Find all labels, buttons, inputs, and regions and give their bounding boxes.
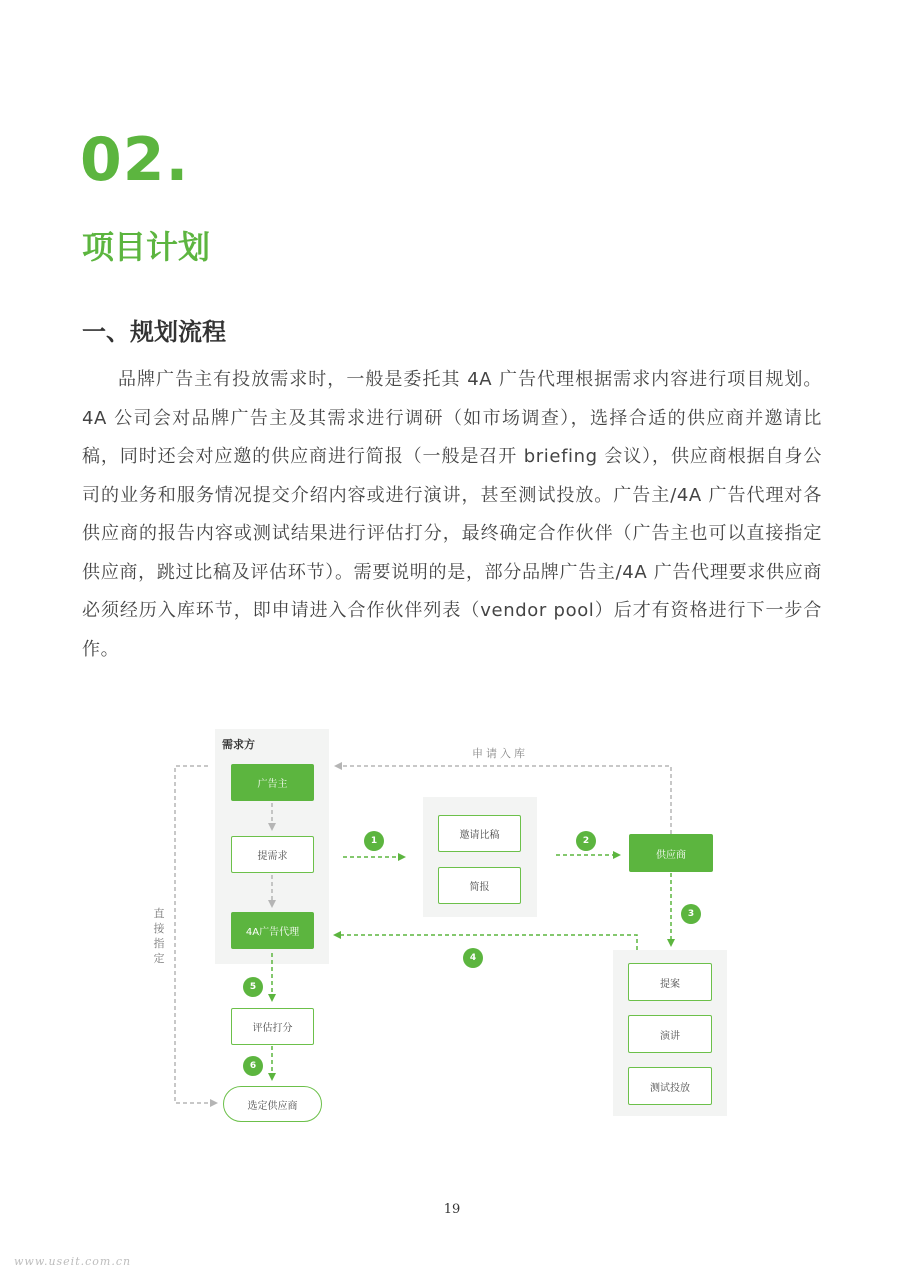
advertiser-box: 广告主 <box>231 764 314 801</box>
apply-pool-label: 申请入库 <box>472 747 528 760</box>
test-delivery-box: 测试投放 <box>628 1067 712 1105</box>
step-4-badge: 4 <box>463 948 483 968</box>
step-2-badge: 2 <box>576 831 596 851</box>
supplier-box: 供应商 <box>629 834 713 872</box>
step-1-badge: 1 <box>364 831 384 851</box>
select-supplier-box: 选定供应商 <box>223 1086 322 1122</box>
direct-designate-label: 直接指定 <box>153 907 165 965</box>
section-title: 一、规划流程 <box>82 318 226 346</box>
agency-box: 4A广告代理 <box>231 912 314 949</box>
step-3-badge: 3 <box>681 904 701 924</box>
invite-pitch-box: 邀请比稿 <box>438 815 521 852</box>
evaluate-box: 评估打分 <box>231 1008 314 1045</box>
chapter-number: 02. <box>80 125 190 195</box>
presentation-box: 演讲 <box>628 1015 712 1053</box>
chapter-title: 项目计划 <box>82 228 211 266</box>
page-number: 19 <box>443 1202 461 1217</box>
raise-demand-box: 提需求 <box>231 836 314 873</box>
body-paragraph: 品牌广告主有投放需求时，一般是委托其 4A 广告代理根据需求内容进行项目规划。4A 公司会对品牌广告主及其需求进行调研（如市场调查），选择合适的供应商并邀请比稿，同时还会对应邀的供应商进行简报（一般是召开 briefing 会议），供应商根据自身公司的业务和服务情况提交介绍内容或进行演讲，甚至测试投放。广告主/4A 广告代理对各供应商的报告内容或测试结果进行评估打分，最终确定合作伙伴（广告主也可以直接指定供应商，跳过比稿及评估环节）。需要说明的是，部分品牌广告主/4A 广告代理要求供应商必须经历入库环节，即申请进入合作伙伴列表（vendor pool）后才有资格进行下一步合作。 <box>82 369 822 660</box>
step-5-badge: 5 <box>243 977 263 997</box>
brief-box: 简报 <box>438 867 521 904</box>
demand-side-label: 需求方 <box>222 738 255 751</box>
watermark: www.useit.com.cn <box>14 1255 132 1268</box>
step-6-badge: 6 <box>243 1056 263 1076</box>
arrow-direct-designate <box>175 766 216 1103</box>
proposal-box: 提案 <box>628 963 712 1001</box>
arrow-step-4 <box>335 935 637 950</box>
